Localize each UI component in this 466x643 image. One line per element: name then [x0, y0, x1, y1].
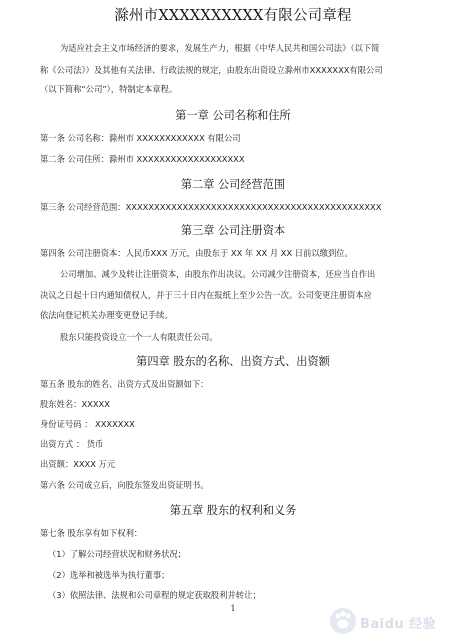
page-number: 1	[230, 604, 236, 613]
chapter-5-heading: 第五章 股东的权利和义务	[169, 504, 297, 517]
baidu-paw-icon	[330, 608, 356, 634]
article-7: 第七条 股东享有如下权利：	[40, 528, 143, 538]
right-item-2: （2）选举和被选举为执行董事；	[48, 570, 170, 580]
right-item-1: （1）了解公司经营状况和财务状况；	[48, 549, 187, 559]
document-title: 滁州市XXXXXXXXXX有限公司章程	[114, 8, 352, 24]
article-3: 第三条 公司经营范围：XXXXXXXXXXXXXXXXXXXXXXXXXXXXXXXXXXXXXXXXXXXXX	[40, 202, 382, 212]
preamble-line-2: 称《公司法》）及其他有关法律、行政法规的规定，由股东出资设立滁州市XXXXXXX有限公司	[40, 65, 383, 75]
contribution-amount: 出资额：XXXX 万元	[40, 459, 116, 469]
chapter-1-heading: 第一章 公司名称和住所	[175, 109, 291, 122]
capital-change-line-3: 依法向登记机关办理变更登记手续。	[40, 310, 173, 320]
chapter-4-heading: 第四章 股东的名称、出资方式、出资额	[136, 355, 330, 368]
article-6: 第六条 公司成立后，向股东签发出资证明书。	[40, 480, 209, 490]
single-shareholder-line: 股东只能投资设立一个一人有限责任公司。	[60, 332, 218, 342]
chapter-3-heading: 第三章 公司注册资本	[180, 224, 286, 237]
baidu-watermark	[330, 607, 458, 637]
shareholder-name: 股东姓名：XXXXX	[40, 399, 110, 409]
chapter-2-heading: 第二章 公司经营范围	[180, 178, 286, 191]
article-4: 第四条 公司注册资本：人民币XXX 万元，由股东于 XX 年 XX 月 XX 日前以缴到位。	[40, 248, 353, 258]
preamble-line-3: （以下简称“公司”），特制定本章程。	[40, 84, 178, 94]
article-1: 第一条 公司名称：滁州市 XXXXXXXXXXXX 有限公司	[40, 133, 241, 143]
article-5: 第五条 股东的姓名、出资方式及出资额如下：	[40, 379, 209, 389]
article-2: 第二条 公司住所：滁州市 XXXXXXXXXXXXXXXXXXX	[40, 154, 245, 164]
right-item-3: （3）依照法律、法规和公司章程的规定获取股利并转让；	[48, 590, 261, 600]
capital-change-line-1: 公司增加、减少及转让注册资本，由股东作出决议。公司减少注册资本，还应当自作出	[60, 269, 376, 279]
watermark-text: Baidu 经验	[360, 617, 437, 632]
shareholder-id: 身份证号码 ： XXXXXXX	[40, 419, 135, 429]
contribution-method: 出资方式 ： 货币	[40, 439, 104, 449]
preamble-line-1: 为适应社会主义市场经济的要求，发展生产力，根据《中华人民共和国公司法》（以下简	[60, 43, 380, 53]
capital-change-line-2: 决议之日起十日内通知债权人，并于三十日内在报纸上至少公告一次。公司变更注册资本应	[40, 290, 372, 300]
